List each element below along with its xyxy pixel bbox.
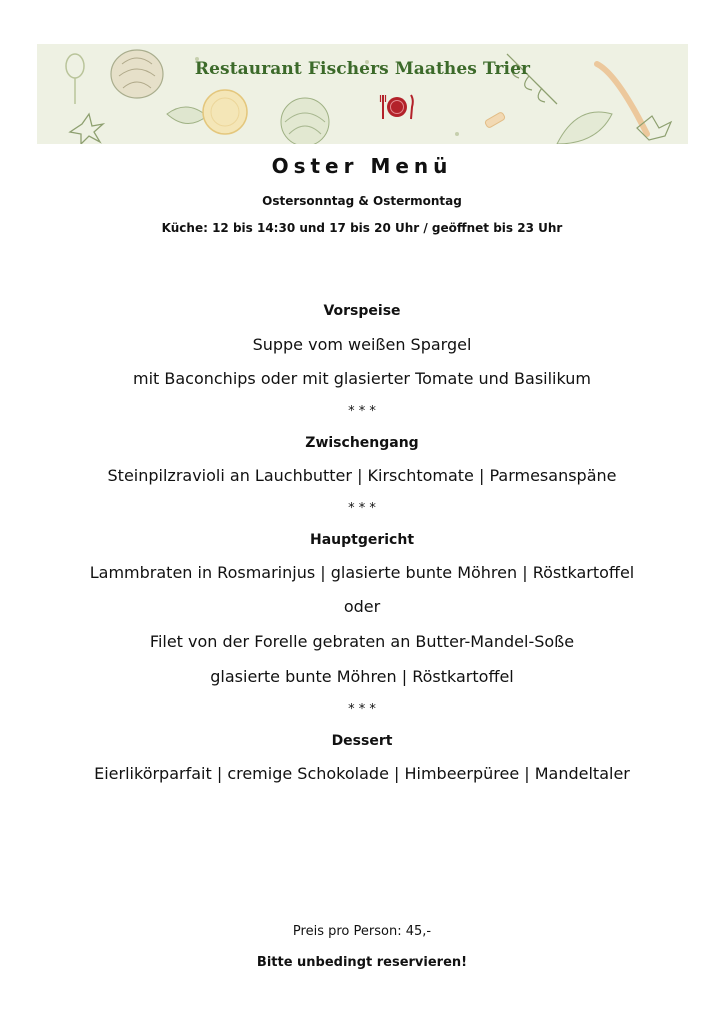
- reservation-note: Bitte unbedingt reservieren!: [256, 955, 468, 970]
- dish-starter-line2: mit Baconchips oder mit glasierter Tomate und Basilikum: [132, 369, 591, 388]
- dish-main-option2-line1: Filet von der Forelle gebraten an Butter-Mandel-Soße: [149, 632, 575, 651]
- menu-days: Ostersonntag & Ostermontag: [262, 194, 462, 208]
- separator: * * *: [348, 404, 376, 419]
- price-per-person: Preis pro Person: 45,-: [292, 924, 432, 939]
- dish-main-option1: Lammbraten in Rosmarinjus | glasierte bunte Möhren | Röstkartoffel: [89, 563, 635, 582]
- restaurant-name: Restaurant Fischers Maathes Trier: [194, 59, 531, 79]
- separator: * * *: [348, 702, 376, 717]
- course-label-dessert: Dessert: [331, 733, 393, 749]
- menu-title: Oster Menü: [271, 154, 453, 178]
- course-label-intermediate: Zwischengang: [305, 435, 419, 451]
- dish-starter-line1: Suppe vom weißen Spargel: [252, 335, 472, 354]
- dish-dessert-line1: Eierlikörparfait | cremige Schokolade | Himbeerpüree | Mandeltaler: [94, 764, 630, 783]
- dish-intermediate-line1: Steinpilzravioli an Lauchbutter | Kirschtomate | Parmesanspäne: [107, 466, 617, 485]
- separator: * * *: [348, 501, 376, 516]
- header-banner: [37, 44, 688, 144]
- course-label-starter: Vorspeise: [323, 303, 401, 319]
- dish-main-or: oder: [343, 597, 381, 616]
- course-label-main: Hauptgericht: [309, 532, 415, 548]
- menu-hours: Küche: 12 bis 14:30 und 17 bis 20 Uhr / geöffnet bis 23 Uhr: [161, 221, 563, 235]
- fork-plate-knife-icon: [379, 92, 415, 122]
- dish-main-option2-line2: glasierte bunte Möhren | Röstkartoffel: [210, 667, 514, 686]
